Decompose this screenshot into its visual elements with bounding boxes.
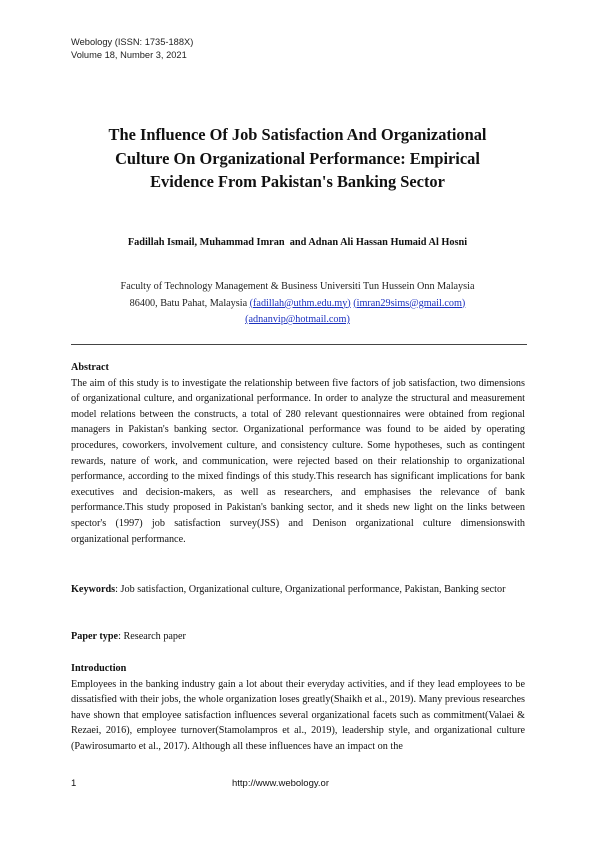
introduction-heading: Introduction <box>71 663 127 674</box>
title-line: Culture On Organizational Performance: Empirical <box>115 148 480 168</box>
keywords-section <box>71 582 525 598</box>
affiliation-address <box>60 296 535 313</box>
author-list: Fadillah Ismail, Muhammad Imran and Adnan Ali Hassan Humaid Al Hosni <box>127 237 468 248</box>
title-line: The Influence Of Job Satisfaction And Organizational <box>108 125 487 144</box>
abstract-body: The aim of this study is to investigate the relationship between five factors of job satisfaction, two dimensions of organizational culture, and organizational performance. In order to analyze the structural and measurement model relations between the constructs, a total of 280 relevant questionnaires were obtained from regional managers in Pakistan's banking sector. Organizational performance was found to be aided by operating procedures, coworkers, involvement culture, and consistency culture. Some hypotheses, such as contingent rewards, nature of work, and communication, were rejected based on their relationship to organizational performance, according to the mixed findings of this study.This research has significant implications for bank executives and decision-makers, as well as researchers, and emphasises the relevance of bank performance.This study proposed in Pakistan's banking sector, and it sheds new light on the links between spector's (1997) job satisfaction survey(JSS) and Denison organizational culture dimensionswith organizational performance. <box>71 377 525 545</box>
keywords-label: Keywords <box>71 584 116 595</box>
abstract-heading: Abstract <box>71 362 109 373</box>
affiliation-line: Faculty of Technology Management & Business Universiti Tun Hussein Onn Malaysia <box>120 281 475 292</box>
keywords-text: : Job satisfaction, Organizational culture, Organizational performance, Pakistan, Banking sector <box>115 584 506 595</box>
email-link-fadillah[interactable]: (fadillah@uthm.edu.my) <box>249 297 351 309</box>
volume-info: Volume 18, Number 3, 2021 <box>71 49 187 60</box>
address-text: 86400, Batu Pahat, Malaysia <box>129 297 250 309</box>
introduction-section <box>71 661 525 755</box>
abstract-section <box>71 360 525 547</box>
running-header <box>71 36 193 61</box>
footer-url: http://www.webology.or <box>232 778 329 789</box>
affiliation <box>60 279 535 329</box>
email-link-adnan[interactable]: (adnanvip@hotmail.com) <box>245 314 350 325</box>
section-divider <box>71 344 527 345</box>
paper-type-label: Paper type <box>71 631 119 642</box>
paper-type-section <box>71 629 525 645</box>
email-link-imran[interactable]: (imran29sims@gmail.com) <box>353 297 466 309</box>
paper-type-text: : Research paper <box>118 631 186 642</box>
paper-title <box>60 123 535 194</box>
page-number: 1 <box>71 778 77 789</box>
title-line: Evidence From Pakistan's Banking Sector <box>150 172 445 191</box>
journal-name: Webology (ISSN: 1735-188X) <box>71 37 194 47</box>
introduction-body: Employees in the banking industry gain a lot about their everyday activities, and if they lead employees to be dissatisfied with their jobs, the whole organization loses greatly(Shaikh et al., 2019). Many previous researches have shown that employee satisfaction influences several organizational facets such as commitment(Valaei & Rezaei, 2016), employee turnover(Stamolampros et al., 2019), leadership style, and organizational culture (Pawirosumarto et al., 2017). Although all these influences have an impact on the <box>71 678 525 752</box>
